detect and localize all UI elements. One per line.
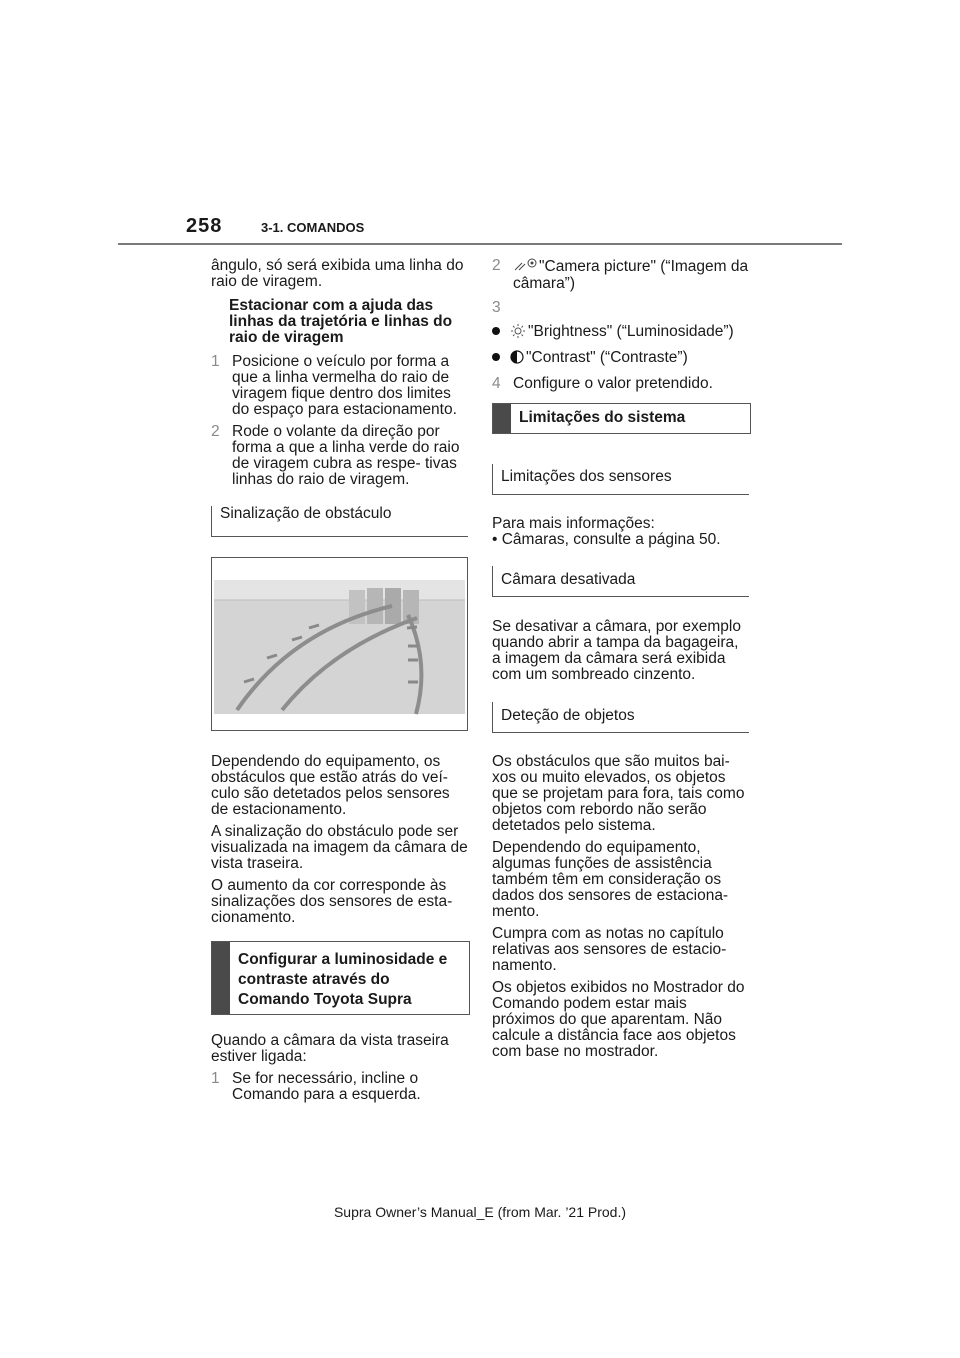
obstacle-marker [367, 588, 383, 624]
detection-paragraph: Os objetos exibidos no Mostrador do Comando podem estar mais próximos do que aparentam. Não calcule a distância face aos objetos com base no mostrador. [492, 979, 745, 1060]
bullet-text: "Brightness" (“Luminosidade”) [528, 323, 734, 340]
heading-sensor-limitations [492, 464, 749, 495]
step-text: "Camera picture" (“Imagem da câmara”) [513, 258, 749, 292]
heading-text: Limitações dos sensores [501, 468, 672, 485]
detection-text-block [492, 754, 750, 1060]
page-number: 258 [186, 215, 223, 237]
step-text: Rode o volante da direção por forma a que a linha verde do raio de viragem cubra as respe- tivas linhas do raio de viragem. [232, 423, 460, 488]
sensor-info-line: Para mais informações: [492, 515, 655, 532]
intro-text: ângulo, só será exibida uma linha do raio de viragem. [211, 257, 464, 290]
right-column-steps [492, 258, 750, 392]
bullet-text: "Contrast" (“Contraste”) [526, 349, 688, 366]
step-number: 3 [492, 299, 501, 316]
heading-text: Limitações do sistema [519, 409, 686, 426]
heading-bar [212, 942, 230, 1014]
step-number: 2 [211, 423, 220, 440]
step-2 [211, 424, 469, 488]
detection-paragraph: Cumpra com as notas no capítulo relativas aos sensores de estacio- namento. [492, 925, 727, 974]
heading-bar [493, 404, 511, 433]
config-text-block [211, 1033, 469, 1103]
camera-disabled-paragraph: Se desativar a câmara, por exemplo quando abrir a tampa da bagageira, a imagem da câmara será exibida com um sombreado cinzento. [492, 618, 741, 683]
step-number: 1 [211, 1070, 220, 1087]
heading-text: Deteção de objetos [501, 707, 635, 724]
step-4 [492, 376, 750, 392]
step-number: 4 [492, 375, 501, 392]
heading-text: Configurar a luminosidade e contraste através do Comando Toyota Supra [238, 951, 448, 1008]
heading-text: Câmara desativada [501, 571, 636, 588]
sensor-info-reference: • Câmaras, consulte a página 50. [492, 531, 721, 548]
page-footer: Supra Owner’s Manual_E (from Mar. ’21 Prod.) [333, 1204, 627, 1220]
obstacle-text-block [211, 754, 469, 926]
camera-disabled-text [492, 619, 750, 683]
config-step-1 [211, 1071, 469, 1103]
step-number: 2 [492, 257, 501, 274]
detection-paragraph: Os obstáculos que são muitos bai- xos ou muito elevados, os objetos que se projetam para fora, tais como objetos com rebordo não serão detetados pelo sistema. [492, 753, 745, 834]
step-2-camera-picture [492, 258, 750, 292]
heading-obstacle-signaling [211, 506, 468, 537]
bullet-dot [492, 327, 500, 335]
step-3 [492, 300, 750, 316]
bullet-contrast [492, 350, 750, 368]
left-column [211, 258, 469, 488]
bullet-dot [492, 353, 500, 361]
camera-settings-icon [513, 258, 539, 276]
obstacle-paragraph: Dependendo do equipamento, os obstáculos que estão atrás do veí- culo são detetados pelos sensores de estacionamento. [211, 753, 450, 818]
rear-camera-image [212, 558, 467, 730]
step-number: 1 [211, 353, 220, 370]
heading-camera-disabled [492, 566, 749, 597]
detection-paragraph: Dependendo do equipamento, algumas funções de assistência também têm em consideração os dados dos sensores de estaciona- mento. [492, 839, 729, 920]
sun-icon [510, 324, 526, 342]
header-divider [118, 243, 842, 245]
heading-object-detection [492, 702, 749, 733]
bullet-brightness [492, 324, 750, 342]
config-intro: Quando a câmara da vista traseira estiver ligada: [211, 1032, 449, 1065]
sensor-info-block [492, 516, 750, 548]
obstacle-paragraph: O aumento da cor corresponde às sinalizações dos sensores de esta- cionamento. [211, 877, 453, 926]
step-text: Configure o valor pretendido. [513, 375, 713, 392]
step-text: Posicione o veículo por forma a que a linha vermelha do raio de viragem fique dentro dos limites do espaço para estacionamento. [232, 353, 457, 418]
section-title: 3-1. COMANDOS [261, 220, 365, 235]
step-text: Se for necessário, incline o Comando para a esquerda. [232, 1070, 421, 1103]
camera-illustration [211, 557, 468, 731]
step-1 [211, 354, 469, 418]
contrast-icon [510, 350, 524, 368]
obstacle-paragraph: A sinalização do obstáculo pode ser visualizada na imagem da câmara de vista traseira. [211, 823, 468, 872]
heading-system-limitations [492, 403, 751, 434]
subheading-parking: Estacionar com a ajuda das linhas da trajetória e linhas do raio de viragem [229, 297, 453, 346]
heading-text: Sinalização de obstáculo [220, 505, 392, 522]
heading-configure-brightness [211, 941, 470, 1015]
